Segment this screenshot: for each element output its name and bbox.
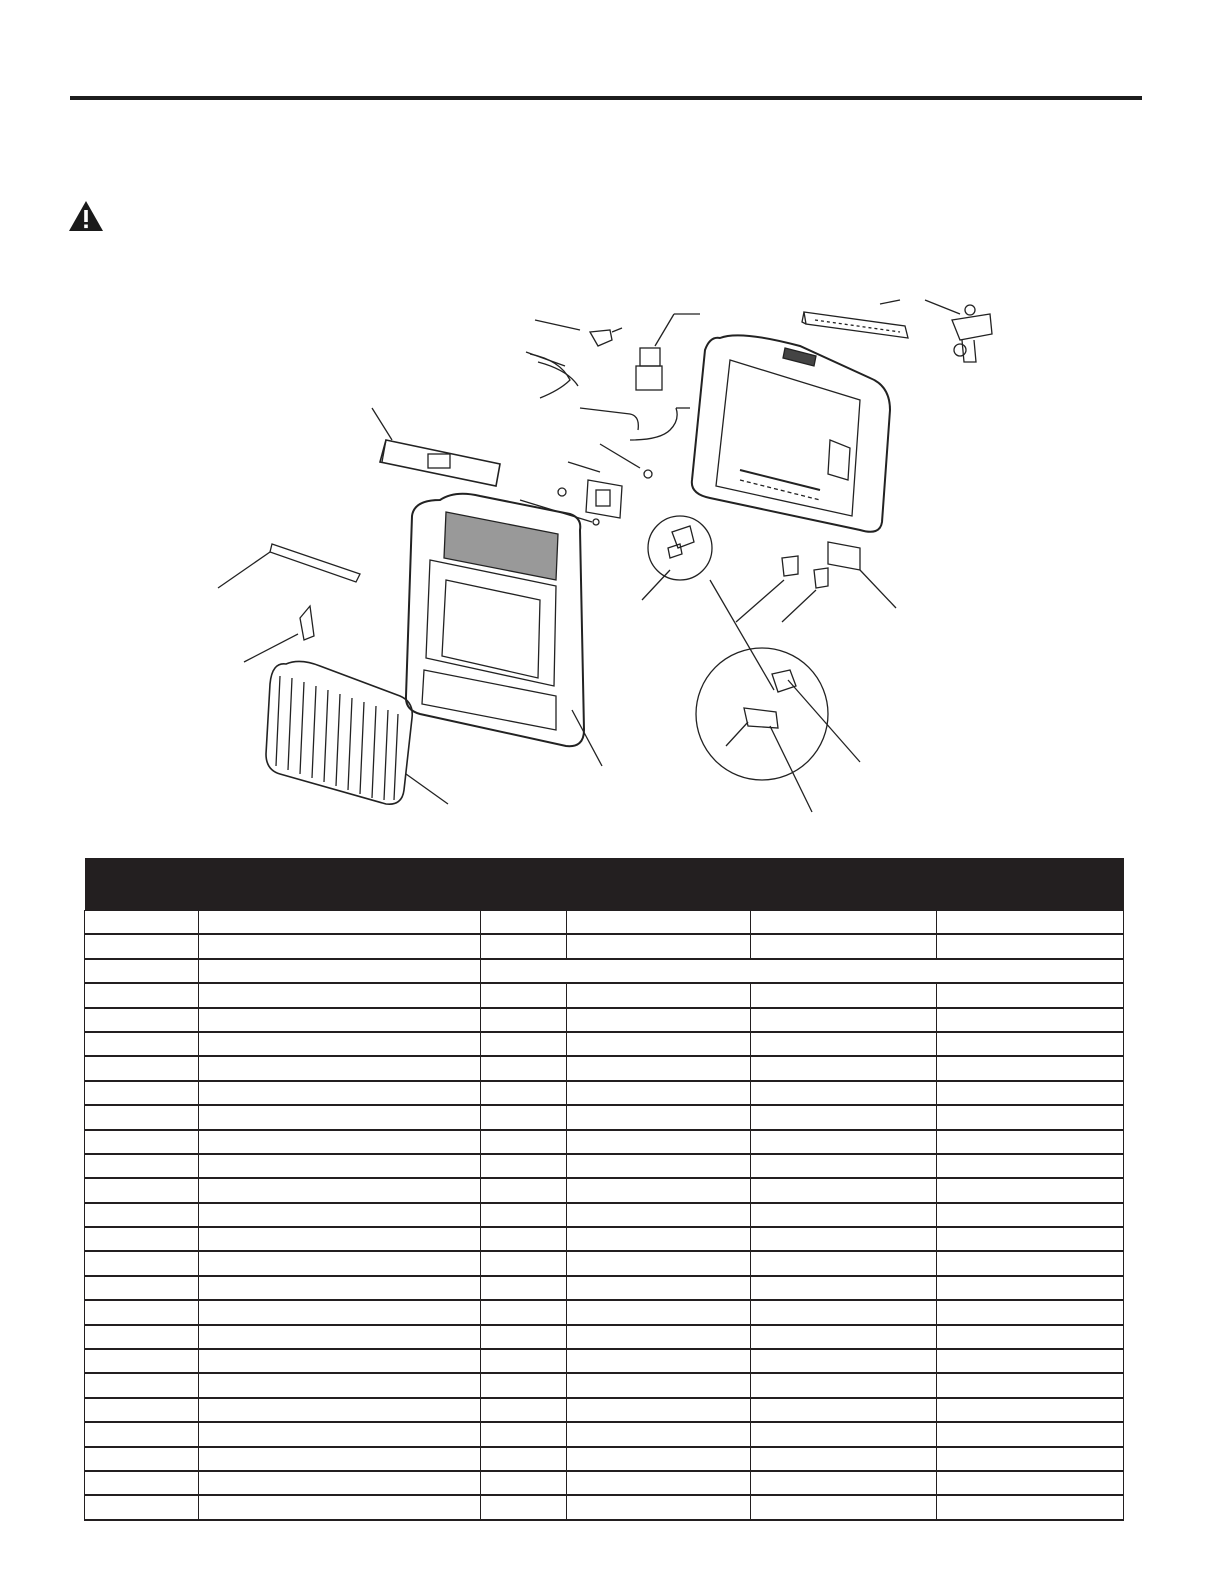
table-cell: [567, 1471, 751, 1495]
table-cell: [567, 1349, 751, 1373]
thermocouple: [526, 352, 578, 398]
table-cell: [751, 1056, 937, 1080]
burner-tube: [372, 408, 500, 486]
table-cell: [937, 1325, 1124, 1349]
table-cell: [751, 1349, 937, 1373]
table-cell: [751, 1178, 937, 1202]
table-cell: [567, 1398, 751, 1422]
table-row: [85, 1081, 1124, 1105]
table-row: [85, 983, 1124, 1007]
table-cell: [937, 1227, 1124, 1251]
table-row: [85, 1349, 1124, 1373]
heater-exploded-view: [200, 290, 1020, 830]
table-cell: [937, 1398, 1124, 1422]
table-cell: [481, 1105, 567, 1129]
table-cell: [567, 983, 751, 1007]
table-cell: [751, 1130, 937, 1154]
table-cell: [937, 1178, 1124, 1202]
table-cell: [481, 1422, 567, 1446]
table-cell: [199, 1447, 481, 1471]
table-row: [85, 1447, 1124, 1471]
table-cell: [937, 1276, 1124, 1300]
table-cell: [85, 1422, 199, 1446]
table-row: [85, 1471, 1124, 1495]
table-cell: [751, 983, 937, 1007]
table-cell: [567, 1422, 751, 1446]
table-cell: [751, 934, 937, 958]
table-cell: [199, 1471, 481, 1495]
table-cell: [751, 1373, 937, 1397]
table-cell: [481, 934, 567, 958]
table-cell: [751, 1325, 937, 1349]
column-header: [751, 858, 937, 911]
table-cell: [751, 1251, 937, 1275]
table-cell: [481, 1154, 567, 1178]
table-cell: [199, 1251, 481, 1275]
table-row: [85, 1008, 1124, 1032]
table-cell: [85, 1398, 199, 1422]
column-header: [481, 858, 567, 911]
table-body: [85, 911, 1124, 1520]
table-cell: [567, 1276, 751, 1300]
table-cell: [199, 1154, 481, 1178]
table-cell: [199, 1081, 481, 1105]
table-cell: [85, 1349, 199, 1373]
table-row: [85, 1227, 1124, 1251]
table-cell: [937, 1081, 1124, 1105]
table-cell: [199, 911, 481, 935]
table-cell: [567, 1008, 751, 1032]
table-cell: [751, 1227, 937, 1251]
table-row: [85, 1373, 1124, 1397]
table-cell: [481, 1032, 567, 1056]
table-cell: [199, 1398, 481, 1422]
table-cell: [199, 1422, 481, 1446]
table-cell: [481, 1178, 567, 1202]
table-cell: [85, 1300, 199, 1324]
table-cell: [567, 1495, 751, 1519]
table-cell: [199, 1032, 481, 1056]
table-cell: [199, 1130, 481, 1154]
table-cell: [481, 1398, 567, 1422]
table-cell: [567, 1154, 751, 1178]
table-cell: [567, 1056, 751, 1080]
table-cell: [481, 1325, 567, 1349]
table-cell: [481, 1349, 567, 1373]
table-cell: [85, 934, 199, 958]
regulator: [925, 300, 992, 362]
column-header: [937, 858, 1124, 911]
table-row: [85, 1495, 1124, 1519]
table-row: [85, 1032, 1124, 1056]
table-cell: [937, 1495, 1124, 1519]
column-header: [199, 858, 481, 911]
table-cell: [481, 1495, 567, 1519]
table-cell: [937, 1300, 1124, 1324]
table-cell: [751, 1154, 937, 1178]
valve-bracket: [520, 444, 652, 525]
table-row: [85, 1422, 1124, 1446]
table-cell: [481, 1300, 567, 1324]
table-cell: [481, 1130, 567, 1154]
grill-guard: [266, 661, 448, 804]
table-cell: [567, 1300, 751, 1324]
warning-triangle-icon: [68, 200, 104, 232]
table-cell: [199, 1325, 481, 1349]
table-cell: [85, 1203, 199, 1227]
table-cell: [199, 1056, 481, 1080]
table-cell: [481, 1447, 567, 1471]
table-cell: [85, 1056, 199, 1080]
table-cell: [199, 1105, 481, 1129]
table-row: [85, 934, 1124, 958]
table-cell: [751, 1081, 937, 1105]
table-cell: [567, 1373, 751, 1397]
table-cell: [751, 911, 937, 935]
table-cell: [481, 1471, 567, 1495]
table-cell: [199, 983, 481, 1007]
table-cell: [567, 1325, 751, 1349]
table-cell: [199, 959, 481, 983]
table-cell: [199, 934, 481, 958]
table-cell: [85, 1471, 199, 1495]
table-cell: [567, 1130, 751, 1154]
table-cell: [199, 1227, 481, 1251]
table-cell: [937, 1032, 1124, 1056]
table-row: [85, 1325, 1124, 1349]
table-cell: [751, 1032, 937, 1056]
table-cell: [751, 1105, 937, 1129]
table-cell: [937, 1471, 1124, 1495]
top-rule: [70, 96, 1142, 100]
table-cell: [85, 1130, 199, 1154]
rear-casing: [692, 335, 890, 531]
table-cell: [85, 1276, 199, 1300]
table-cell: [85, 911, 199, 935]
table-cell: [481, 1203, 567, 1227]
table-cell: [937, 1422, 1124, 1446]
top-brace: [802, 300, 908, 338]
column-header: [85, 858, 199, 911]
table-cell: [85, 1495, 199, 1519]
table-cell: [199, 1495, 481, 1519]
table-cell: [481, 983, 567, 1007]
table-cell: [567, 1203, 751, 1227]
table-cell: [567, 1032, 751, 1056]
table-row: [85, 1398, 1124, 1422]
table-cell: [481, 1276, 567, 1300]
table-cell: [937, 911, 1124, 935]
piezo-igniter: [535, 320, 622, 346]
table-cell: [751, 1422, 937, 1446]
table-header-row: [85, 858, 1124, 911]
table-cell: [937, 1008, 1124, 1032]
table-cell: [751, 1008, 937, 1032]
table-row: [85, 1056, 1124, 1080]
table-cell: [937, 1154, 1124, 1178]
table-cell: [85, 1008, 199, 1032]
table-cell: [751, 1203, 937, 1227]
bracket-clip: [244, 606, 314, 662]
table-cell: [85, 1325, 199, 1349]
table-cell: [937, 1130, 1124, 1154]
table-cell: [751, 1447, 937, 1471]
table-cell: [85, 983, 199, 1007]
table-row: [85, 1203, 1124, 1227]
table-cell: [85, 1105, 199, 1129]
column-header: [567, 858, 751, 911]
table-cell: [85, 1154, 199, 1178]
table-row: [85, 1154, 1124, 1178]
mounting-bracket: [828, 542, 896, 608]
table-cell: [85, 1373, 199, 1397]
thermostat-bulb: [736, 556, 828, 622]
table-row: [85, 1105, 1124, 1129]
table-cell: [199, 1203, 481, 1227]
table-cell: [937, 1203, 1124, 1227]
table-cell: [85, 1447, 199, 1471]
table-row: [85, 1178, 1124, 1202]
table-cell: [567, 934, 751, 958]
table-cell: [937, 1105, 1124, 1129]
table-cell: [751, 1276, 937, 1300]
table-cell: [199, 1178, 481, 1202]
table-cell: [481, 1008, 567, 1032]
table-cell: [751, 1300, 937, 1324]
table-cell: [567, 911, 751, 935]
table-row: [85, 1276, 1124, 1300]
table-cell: [937, 1349, 1124, 1373]
pilot-assembly: [696, 648, 860, 812]
table-cell: [85, 1032, 199, 1056]
table-cell: [937, 1373, 1124, 1397]
table-cell-merged: [481, 959, 1124, 983]
table-cell: [85, 1178, 199, 1202]
table-row: [85, 1300, 1124, 1324]
table-cell: [85, 1227, 199, 1251]
table-cell: [937, 1251, 1124, 1275]
table-row: [85, 1251, 1124, 1275]
table-cell: [937, 1056, 1124, 1080]
table-cell: [567, 1227, 751, 1251]
table-cell: [567, 1081, 751, 1105]
table-cell: [567, 1251, 751, 1275]
table-row: [85, 911, 1124, 935]
table-cell: [481, 1373, 567, 1397]
table-cell: [937, 1447, 1124, 1471]
table-cell: [937, 983, 1124, 1007]
table-cell: [481, 1056, 567, 1080]
table-cell: [751, 1495, 937, 1519]
reflector-strip: [218, 544, 360, 588]
table-cell: [751, 1471, 937, 1495]
table-cell: [567, 1447, 751, 1471]
table-cell: [85, 1081, 199, 1105]
table-cell: [481, 1227, 567, 1251]
table-cell: [85, 959, 199, 983]
table-cell: [481, 911, 567, 935]
oxygen-depletion-sensor: [642, 516, 774, 690]
table-cell: [85, 1251, 199, 1275]
table-row: [85, 1130, 1124, 1154]
front-panel: [406, 494, 602, 766]
table-cell: [199, 1373, 481, 1397]
table-cell: [937, 934, 1124, 958]
pilot-tube: [630, 408, 690, 440]
table-row: [85, 959, 1124, 983]
table-cell: [199, 1008, 481, 1032]
table-cell: [567, 1178, 751, 1202]
table-cell: [199, 1276, 481, 1300]
parts-list-table: [84, 858, 1124, 1521]
table-cell: [481, 1251, 567, 1275]
table-cell: [199, 1300, 481, 1324]
table-cell: [199, 1349, 481, 1373]
table-cell: [567, 1105, 751, 1129]
table-cell: [481, 1081, 567, 1105]
table-cell: [751, 1398, 937, 1422]
